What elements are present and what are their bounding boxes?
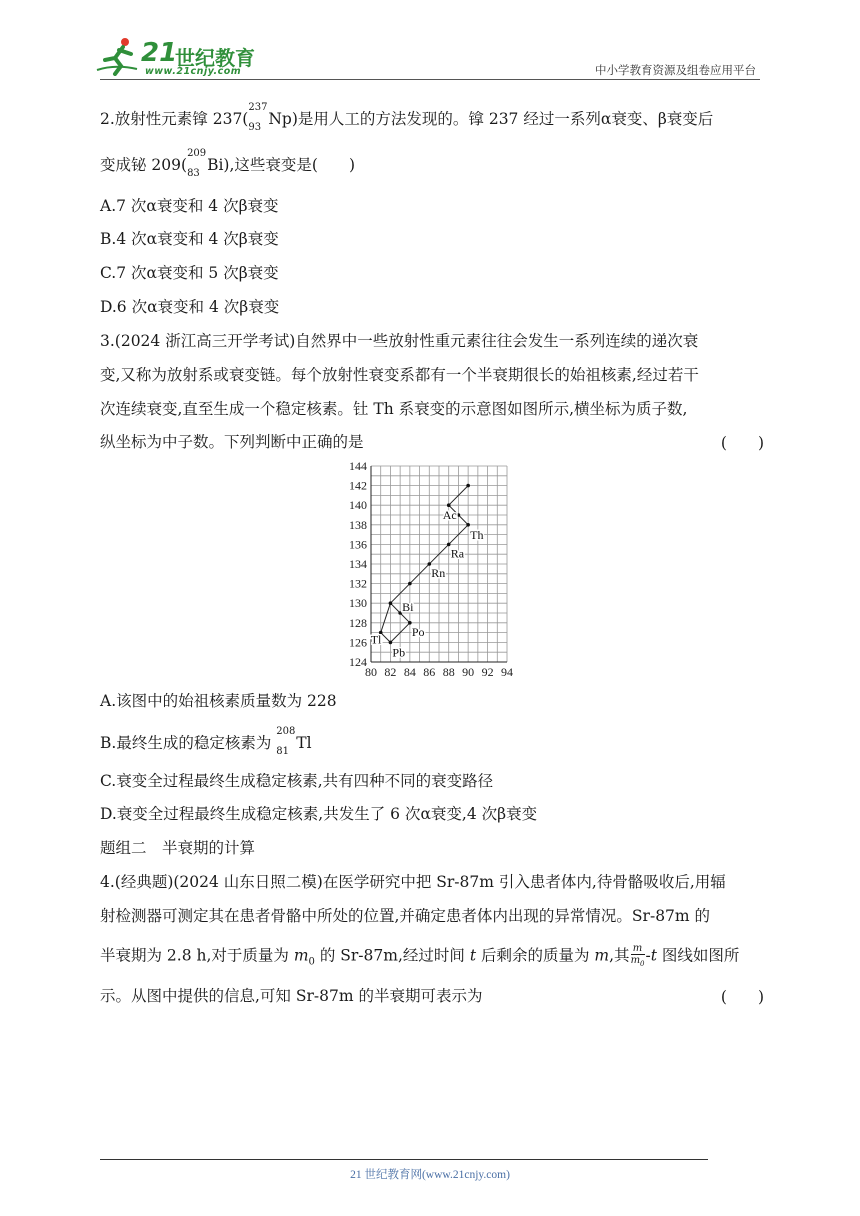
q3-option-a: A.该图中的始祖核素质量数为 228 — [100, 692, 337, 710]
y-tick-label: 142 — [349, 478, 367, 493]
nuclide-label: Tl — [370, 632, 382, 647]
runner-logo-icon — [95, 36, 139, 76]
nuclide-label: Ac — [442, 508, 457, 523]
q2-option-a: A.7 次α衰变和 4 次β衰变 — [100, 197, 279, 215]
decay-path-segment — [381, 633, 391, 643]
x-tick-label: 80 — [365, 665, 377, 679]
nuclide-point — [466, 523, 470, 527]
q3-line-1: 3.(2024 浙江高三开学考试)自然界中一些放射性重元素往往会发生一系列连续的递次衰 — [100, 332, 699, 350]
q3-line-3: 次连续衰变,直至生成一个稳定核素。钍 Th 系衰变的示意图如图所示,横坐标为质子数, — [100, 400, 688, 418]
decay-path-segment — [381, 603, 391, 632]
logo-url: www.21cnjy.com — [145, 66, 242, 77]
nuclide-point — [466, 484, 470, 488]
decay-path-segment — [390, 603, 400, 613]
decay-chain-chart — [335, 458, 525, 686]
nuclide-label: Rn — [431, 566, 446, 580]
q3-line-2: 变,又称为放射系或衰变链。每个放射性衰变系都有一个半衰期很长的始祖核素,经过若干 — [100, 366, 699, 384]
logo-number: 21 — [141, 38, 178, 68]
y-tick-label: 132 — [349, 576, 367, 591]
decay-path-segment — [458, 515, 468, 525]
header-rule — [100, 79, 760, 80]
np-isotope: 237 93 — [248, 102, 268, 133]
y-tick-label: 144 — [349, 459, 367, 473]
x-tick-label: 82 — [384, 665, 397, 679]
nuclide-label: Th — [470, 527, 484, 542]
group-title: 题组二 半衰期的计算 — [100, 839, 256, 857]
decay-path-segment — [400, 613, 410, 623]
tl-isotope: 208 81 — [276, 726, 296, 757]
y-tick-label: 130 — [349, 596, 367, 611]
q4-line-2: 射检测器可测定其在患者骨骼中所处的位置,并确定患者体内出现的异常情况。Sr-87m 的 — [100, 907, 711, 925]
x-tick-label: 88 — [442, 665, 455, 679]
logo-title: 世纪教育 — [175, 46, 255, 70]
y-tick-label: 134 — [349, 557, 367, 571]
x-tick-label: 86 — [423, 665, 436, 679]
nuclide-point — [389, 601, 393, 605]
y-tick-label: 124 — [349, 655, 367, 669]
nuclide-point — [389, 641, 393, 645]
q3-option-c: C.衰变全过程最终生成稳定核素,共有四种不同的衰变路径 — [100, 772, 494, 790]
footer-text: 21 世纪教育网(www.21cnjy.com) — [350, 1169, 510, 1181]
mass-ratio-fraction: $\frac{m}{m_0}$ — [630, 943, 645, 968]
q4-line-4: 示。从图中提供的信息,可知 Sr-87m 的半衰期可表示为 — [100, 987, 483, 1005]
q4-line-1: 4.(经典题)(2024 山东日照二模)在医学研究中把 Sr-87m 引入患者体内,待骨骼吸收后,用辐 — [100, 873, 726, 891]
x-tick-label: 84 — [403, 665, 416, 679]
footer-rule — [100, 1159, 708, 1160]
nuclide-label: Po — [411, 624, 425, 639]
bi-isotope: 209 83 — [187, 148, 207, 179]
q3-option-b: B.最终生成的稳定核素为 208 81 Tl — [100, 726, 312, 757]
nuclide-label: Ra — [450, 546, 465, 561]
q3-line-4: 纵坐标为中子数。下列判断中正确的是 — [100, 433, 364, 451]
q2-line-2: 变成铋 209( 209 83 Bi),这些衰变是( ) — [100, 148, 355, 179]
q2-line-1: 2.放射性元素镎 237( 237 93 Np)是用人工的方法发现的。镎 237 经过一系列α衰变、β衰变后 — [100, 102, 714, 133]
nuclide-point — [408, 582, 412, 586]
y-tick-label: 126 — [349, 635, 367, 650]
q3-answer-bracket: ( ) — [720, 434, 764, 452]
x-tick-label: 92 — [481, 665, 494, 679]
y-tick-label: 128 — [349, 615, 367, 630]
y-tick-label: 138 — [349, 517, 367, 532]
nuclide-point — [447, 503, 451, 507]
x-tick-label: 90 — [462, 665, 475, 679]
q2-option-b: B.4 次α衰变和 4 次β衰变 — [100, 230, 279, 248]
header-logo — [95, 36, 265, 80]
q2-option-c: C.7 次α衰变和 5 次β衰变 — [100, 264, 279, 282]
q4-line-3: 半衰期为 2.8 h,对于质量为 $m_0$ 的 Sr-87m,经过时间 t 后剩余的质量为 m,其 $\frac{m}{m_0}$ -t 图线如图所 — [100, 943, 740, 968]
platform-name: 中小学教育资源及组卷应用平台 — [595, 63, 756, 77]
q3-option-d: D.衰变全过程最终生成稳定核素,共发生了 6 次α衰变,4 次β衰变 — [100, 805, 538, 823]
q4-answer-bracket: ( ) — [720, 988, 764, 1006]
nuclide-point — [457, 513, 461, 517]
q2-option-d: D.6 次α衰变和 4 次β衰变 — [100, 298, 280, 316]
y-tick-label: 136 — [349, 537, 367, 552]
nuclide-label: Bi — [402, 600, 414, 614]
y-tick-label: 140 — [349, 498, 367, 513]
x-tick-label: 94 — [501, 665, 513, 679]
nuclide-label: Pb — [392, 645, 406, 660]
